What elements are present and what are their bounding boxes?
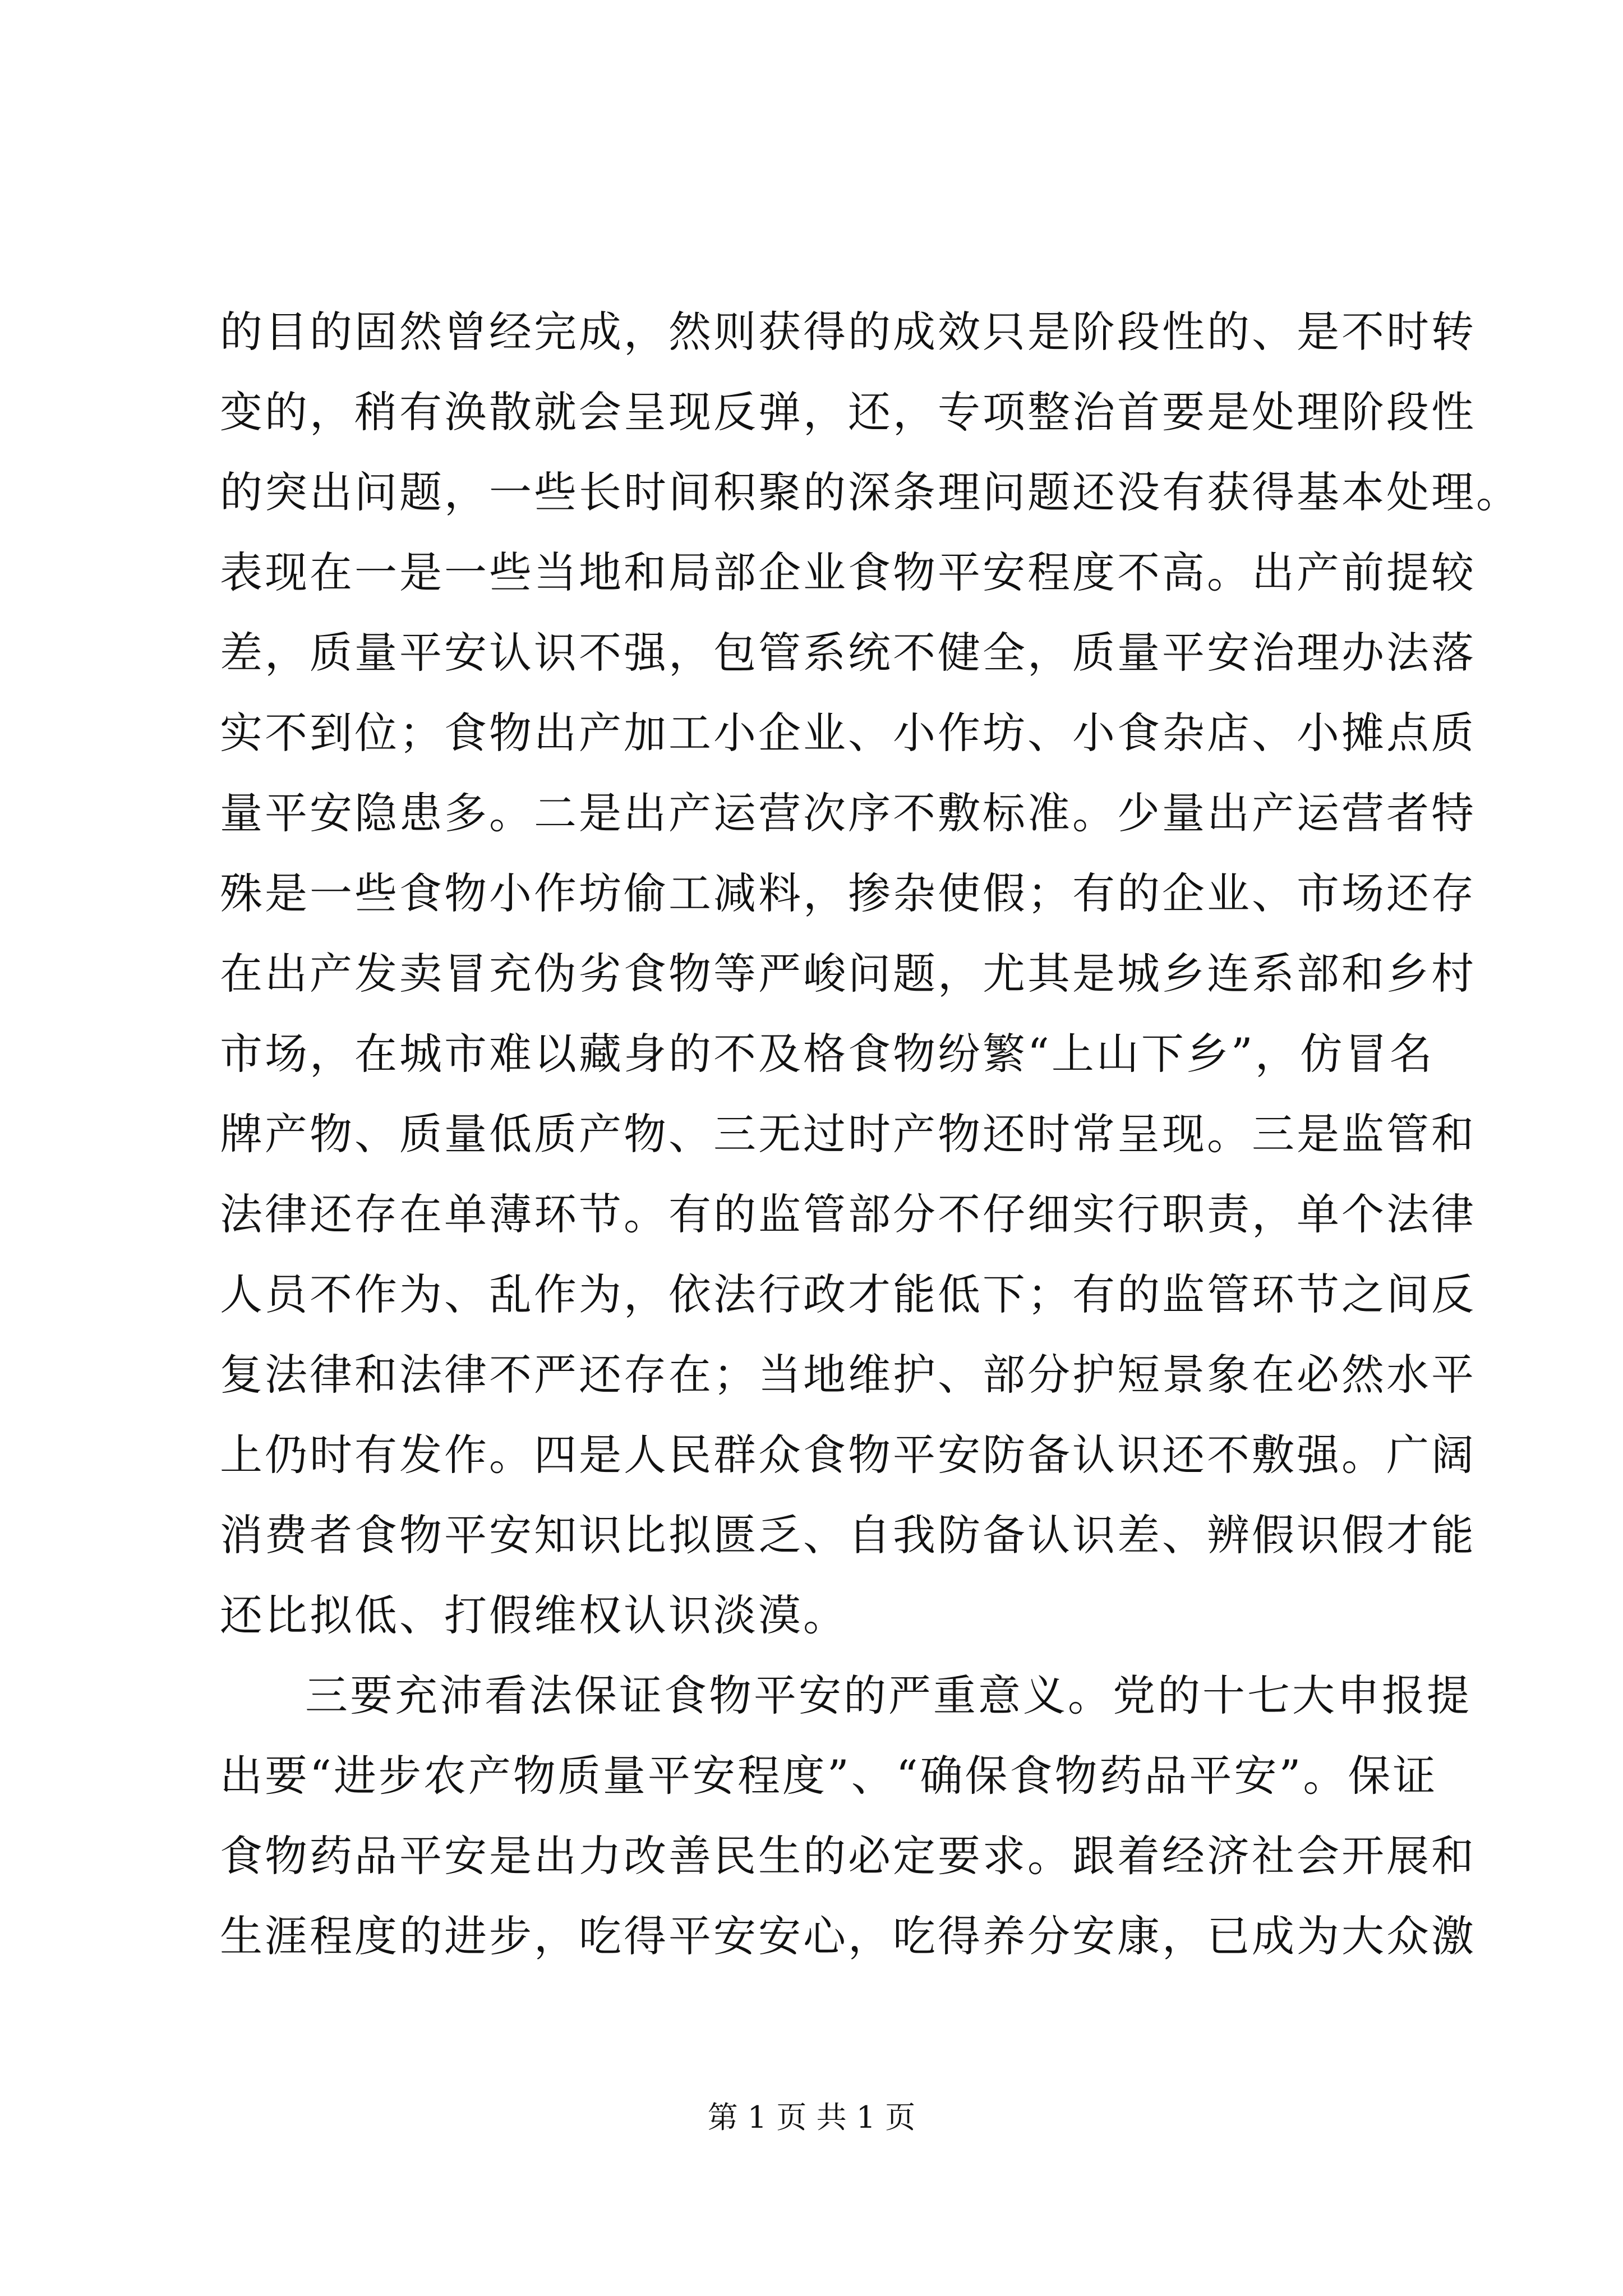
text-line: 量平安隐患多。二是出产运营次序不敷标准。少量出产运营者特 xyxy=(220,788,1476,838)
text-line: 的突出问题，一些长时间积聚的深条理问题还没有获得基本处理。 xyxy=(220,467,1521,517)
text-line: 牌产物、质量低质产物、三无过时产物还时常呈现。三是监管和 xyxy=(220,1109,1476,1159)
text-line: 表现在一是一些当地和局部企业食物平安程度不高。出产前提较 xyxy=(220,547,1476,597)
text-line: 市场，在城市难以藏身的不及格食物纷繁“上山下乡”，仿冒名 xyxy=(220,1029,1435,1079)
text-line: 消费者食物平安知识比拟匮乏、自我防备认识差、辨假识假才能 xyxy=(220,1510,1476,1560)
text-line: 出要“进步农产物质量平安程度”、“确保食物药品平安”。保证 xyxy=(220,1751,1438,1801)
text-line: 实不到位；食物出产加工小企业、小作坊、小食杂店、小摊点质 xyxy=(220,708,1476,758)
text-line: 法律还存在单薄环节。有的监管部分不仔细实行职责，单个法律 xyxy=(220,1189,1476,1239)
text-line: 变的，稍有涣散就会呈现反弹，还，专项整治首要是处理阶段性 xyxy=(220,387,1476,437)
text-line: 差，质量平安认识不强，包管系统不健全，质量平安治理办法落 xyxy=(220,628,1476,678)
text-line: 殊是一些食物小作坊偷工减料，掺杂使假；有的企业、市场还存 xyxy=(220,868,1476,918)
text-line: 复法律和法律不严还存在；当地维护、部分护短景象在必然水平 xyxy=(220,1350,1476,1400)
page-number-footer: 第 1 页 共 1 页 xyxy=(707,2100,916,2135)
text-line: 还比拟低、打假维权认识淡漠。 xyxy=(220,1590,848,1640)
body-text xyxy=(220,292,1521,1976)
paragraph-start-line: 三要充沛看法保证食物平安的严重意义。党的十七大申报提 xyxy=(305,1671,1472,1720)
text-line: 生涯程度的进步，吃得平安安心，吃得养分安康，已成为大众激 xyxy=(220,1911,1476,1961)
text-line: 在出产发卖冒充伪劣食物等严峻问题，尤其是城乡连系部和乡村 xyxy=(220,949,1476,999)
text-line: 的目的固然曾经完成，然则获得的成效只是阶段性的、是不时转 xyxy=(220,307,1476,357)
text-line: 人员不作为、乱作为，依法行政才能低下；有的监管环节之间反 xyxy=(220,1269,1476,1319)
text-line: 上仍时有发作。四是人民群众食物平安防备认识还不敷强。广阔 xyxy=(220,1430,1476,1480)
text-line: 食物药品平安是出力改善民生的必定要求。跟着经济社会开展和 xyxy=(220,1831,1476,1881)
